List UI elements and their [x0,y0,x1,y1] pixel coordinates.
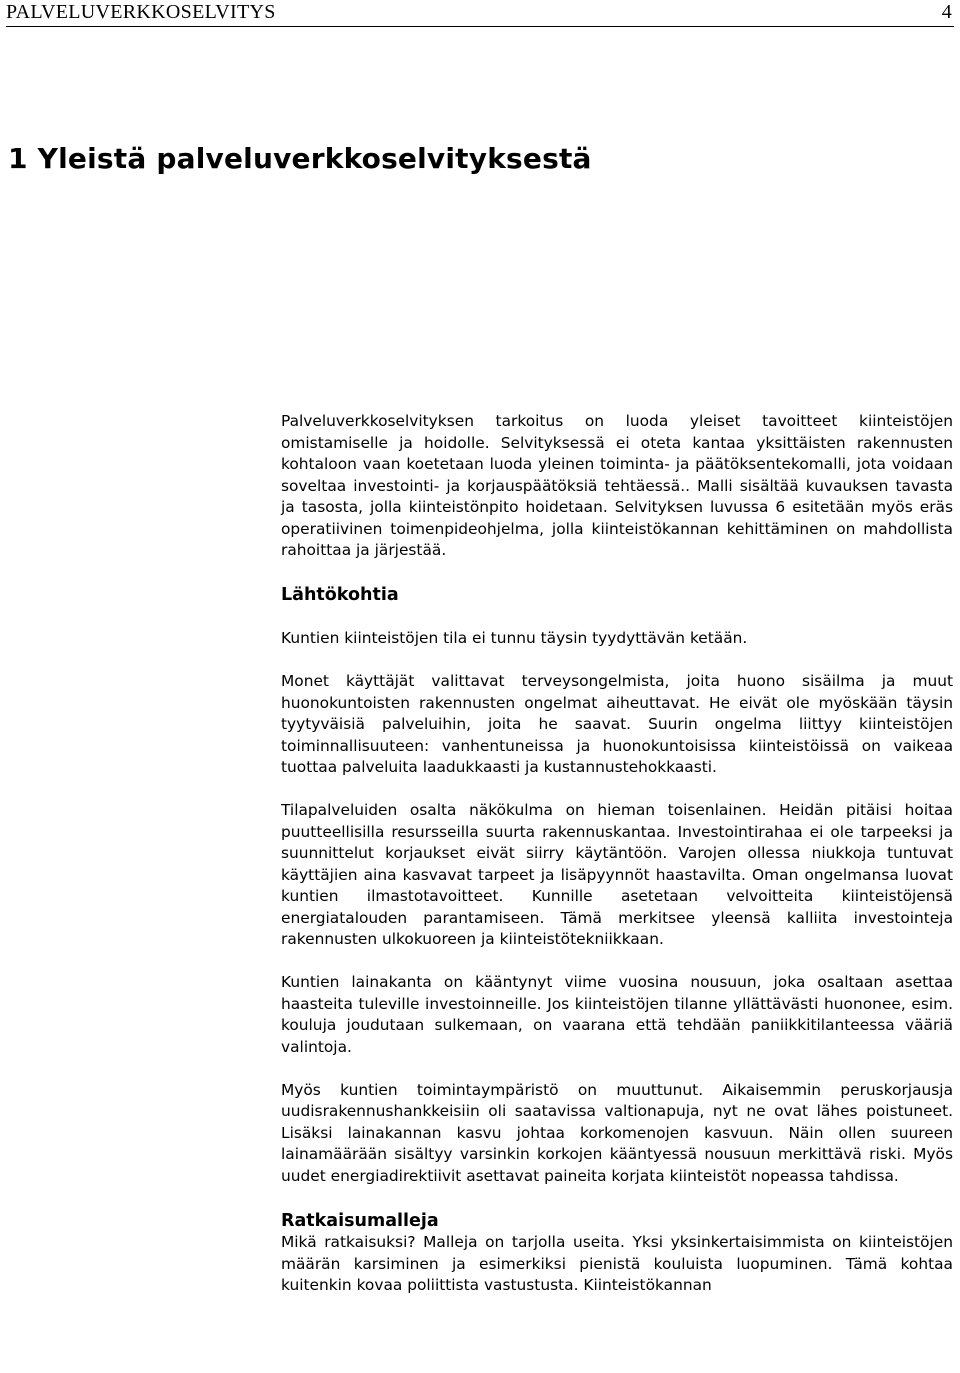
running-header [6,0,954,27]
paragraph: Monet käyttäjät valittavat terveysongelmista, joita huono sisäilma ja muut huonokuntoisten rakennusten ongelmat aiheuttavat. He eivät ole myöskään täysin tyytyväisiä palveluihin, joita he saavat. Suurin ongelma liittyy kiinteistöjen toiminnallisuuteen: vanhentuneissa ja huonokuntoisissa kiinteistöissä on vaikeaa tuottaa palveluita laadukkaasti ja kustannustehokkaasti. [281,672,953,776]
section-heading-lahtokohtia: Lähtökohtia [281,585,399,605]
section-heading-ratkaisumalleja: Ratkaisumalleja [281,1210,439,1231]
page-number: 4 [941,1,952,23]
intro-paragraph: Palveluverkkoselvityksen tarkoitus on luoda yleiset tavoitteet kiinteistöjen omistamiselle ja hoidolle. Selvityksessä ei oteta kantaa yksittäisten rakennusten kohtaloon vaan koetetaan luoda yleinen toiminta- ja päätöksentekomalli, jota voidaan soveltaa investointi- ja korjauspäätöksiä tehtäessä.. Malli sisältää kuvauksen tavasta ja tasosta, jolla kiinteistönpito hoidetaan. Selvityksen luvussa 6 esitetään myös eräs operatiivinen toimenpideohjelma, jolla kiinteistökannan kehittäminen on mahdollista rahoittaa ja järjestää. [281,412,953,559]
paragraph: Kuntien kiinteistöjen tila ei tunnu täysin tyydyttävän ketään. [281,629,748,647]
paragraph: Myös kuntien toimintaympäristö on muuttunut. Aikaisemmin peruskorjausja uudisrakennushankkeisiin oli saatavissa valtionapuja, nyt ne ovat lähes poistuneet. Lisäksi lainakannan kasvu johtaa korkomenojen kasvuun. Näin ollen suureen lainamäärään sisältyy varsinkin korkojen kääntyessä nousuun merkittävä riski. Myös uudet energiadirektiivit asettavat paineita korjata kiinteistöt nopeassa tahdissa. [281,1080,953,1185]
chapter-title: 1 Yleistä palveluverkkoselvityksestä [8,142,592,175]
paragraph: Kuntien lainakanta on kääntynyt viime vuosina nousuun, joka osaltaan asettaa haasteita tuleville investoinneille. Jos kiinteistöjen tilanne yllättävästi huononee, esim. kouluja joudutaan sulkemaan, on vaarana että tehdään paniikkitilanteessa vääriä valintoja. [281,973,953,1056]
paragraph: Mikä ratkaisuksi? Malleja on tarjolla useita. Yksi yksinkertaisimmista on kiinteistöjen määrän karsiminen ja esimerkiksi pienistä kouluista luopuminen. Tämä kohtaa kuitenkin kovaa poliittista vastustusta. Kiinteistökannan [281,1233,953,1294]
document-title: PALVELUVERKKOSELVITYS [6,1,276,23]
body-text [281,411,953,1297]
paragraph: Tilapalveluiden osalta näkökulma on hieman toisenlainen. Heidän pitäisi hoitaa puutteellisilla resursseilla suurta rakennuskantaa. Investointirahaa ei ole tarpeeksi ja suunnittelut korjaukset eivät siirry käytäntöön. Varojen ollessa niukkoja tuntuvat käyttäjien aina kasvavat tarpeet ja lisäpyynnöt haastavilta. Oman ongelmansa luovat kuntien ilmastotavoitteet. Kunnille asetetaan velvoitteita kiinteistöjensä energiatalouden parantamiseen. Tämä merkitsee yleensä kalliita investointeja rakennusten ulkokuoreen ja kiinteistötekniikkaan. [281,801,953,948]
